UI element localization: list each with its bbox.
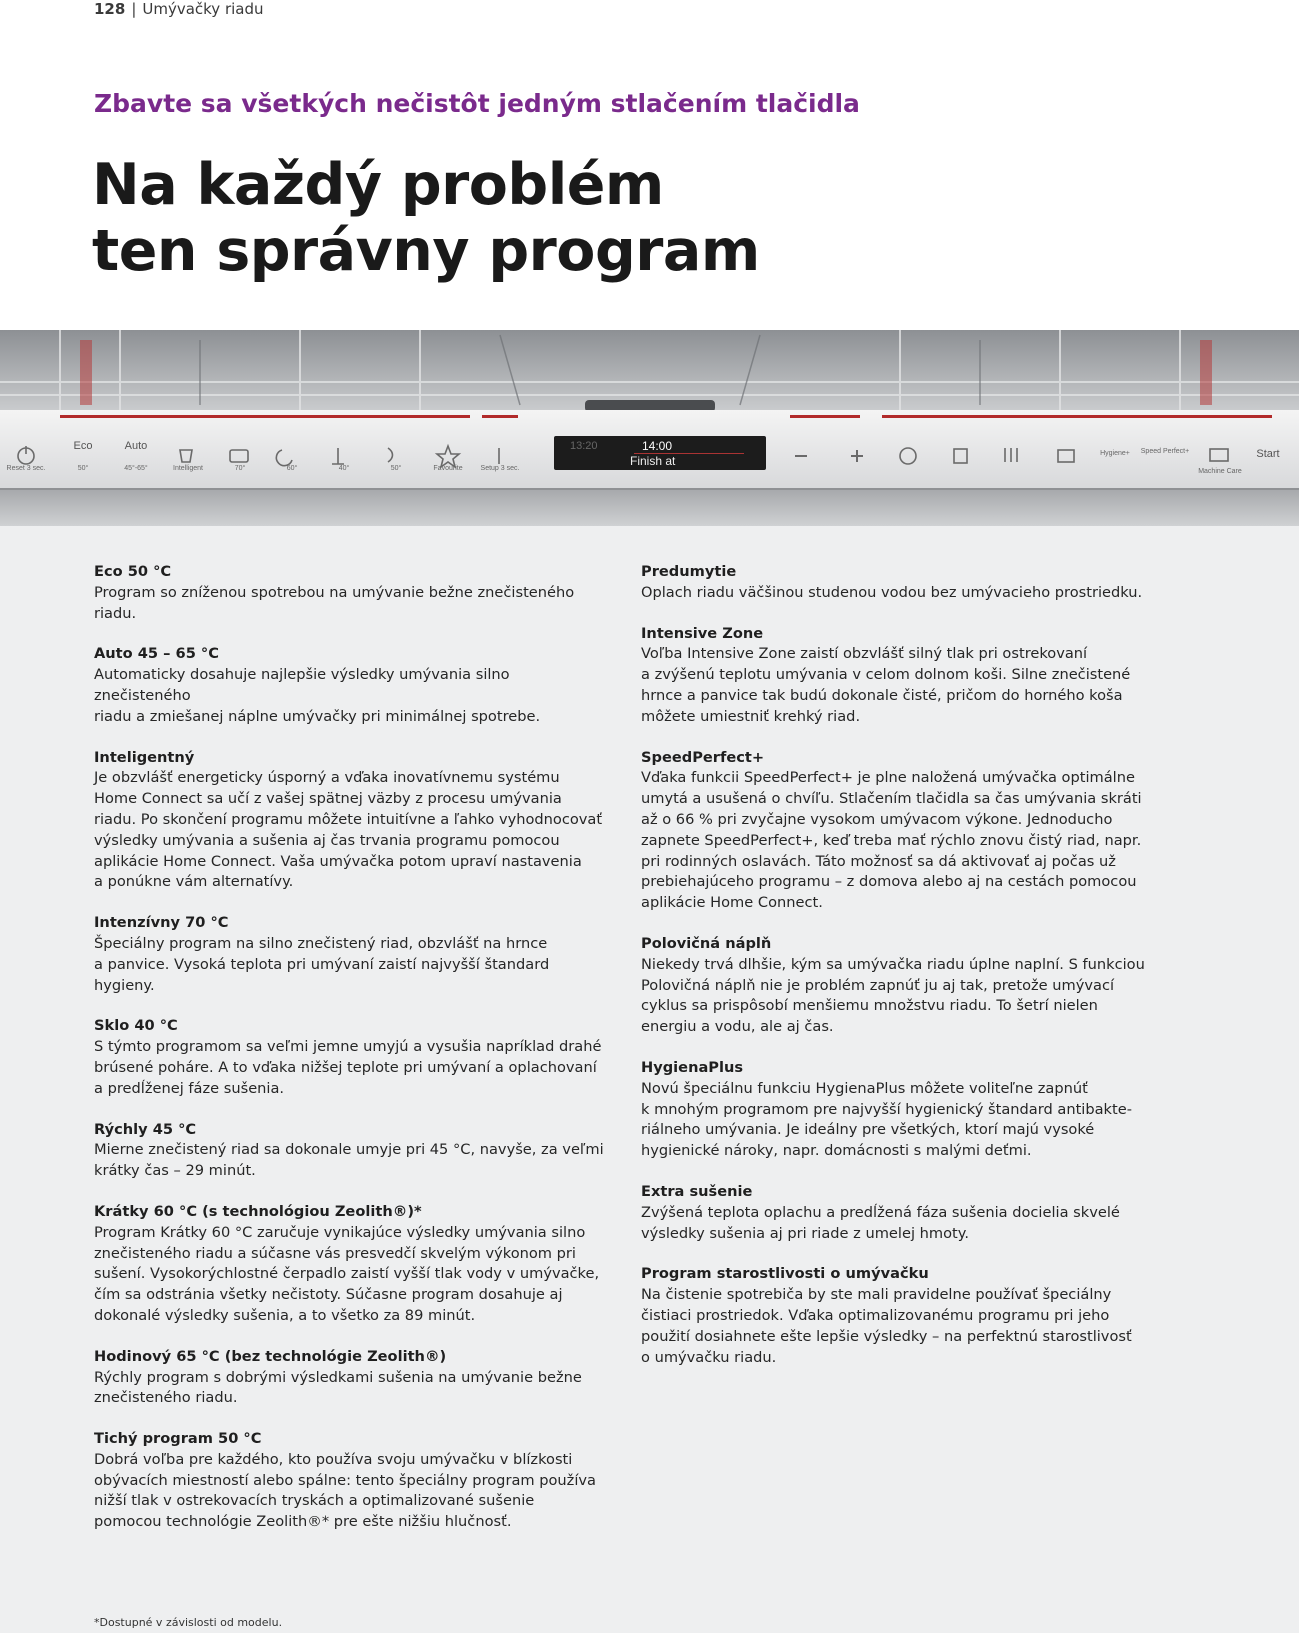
page-number: 128	[94, 0, 126, 18]
dishwasher-interior-illustration	[0, 330, 1299, 526]
option-description: Oplach riadu väčšinou studenou vodou bez umývacieho prostriedku.	[641, 583, 1143, 601]
eco-sublabel: 50°	[77, 465, 89, 472]
right-column	[641, 562, 1156, 1388]
program-item	[94, 1202, 609, 1327]
program-item	[94, 562, 609, 624]
page-title	[92, 152, 760, 284]
title-line-1: Na každý problém	[92, 152, 664, 218]
program-heading: Inteligentný	[94, 748, 195, 766]
option-item	[641, 748, 1156, 914]
option-heading: Program starostlivosti o umývačku	[641, 1265, 929, 1283]
option-heading: SpeedPerfect+	[641, 748, 765, 766]
program-heading: Sklo 40 °C	[94, 1017, 178, 1035]
footnote: *Dostupné v závislosti od modelu.	[94, 1616, 283, 1629]
setup-sublabel: Setup 3 sec.	[480, 465, 520, 472]
speed-perfect-label: Speed Perfect+	[1140, 448, 1190, 455]
program-item	[94, 748, 609, 894]
option-description: Vďaka funkcii SpeedPerfect+ je plne naložená umývačka optimálne umytá a usušená o chvíľu. Stlačením tlačidla sa čas umývania skráti až o 66 % pri zvyčajne vysokom umývacom výkone. Jednoducho zapnete SpeedPerfect+, keď treba mať rýchlo znovu čistý riad, napr. pri rodinných oslavách. Táto možnosť sa dá aktivovať aj počas už prebiehajúceho programu – z domova alebo aj na cestách pomocou aplikácie Home Connect.	[641, 769, 1142, 912]
program-description: Mierne znečistený riad sa dokonale umyje pri 45 °C, navyše, za veľmi krátky čas – 29 minút.	[94, 1141, 604, 1180]
program-heading: Auto 45 – 65 °C	[94, 645, 219, 663]
favourite-sublabel: Favourite	[433, 465, 463, 472]
option-item	[641, 934, 1156, 1038]
option-item	[641, 562, 1156, 604]
display-status: Finish at	[630, 454, 676, 468]
program-description: S týmto programom sa veľmi jemne umyjú a vysušia napríklad drahé brúsené poháre. A to vďaka nižšej teplote pri umývaní a oplachovaní a predĺženej fáze sušenia.	[94, 1038, 602, 1097]
display-time: 14:00	[642, 439, 673, 453]
intelligent-sublabel: Intelligent	[173, 465, 203, 472]
option-heading: Predumytie	[641, 563, 737, 580]
program-item	[94, 1429, 609, 1533]
program-item	[94, 1347, 609, 1409]
page-subtitle: Zbavte sa všetkých nečistôt jedným stlačením tlačidla	[94, 89, 860, 118]
panel-display	[554, 436, 766, 470]
program-heading: Rýchly 45 °C	[94, 1120, 197, 1138]
left-column	[94, 562, 609, 1553]
program-description: Dobrá voľba pre každého, kto používa svoju umývačku v blízkosti obývacích miestností alebo spálne: tento špeciálny program používa nižší tlak v ostrekovacích tryskách a optimalizované sušenie pomocou technológie Zeolith®* pre ešte nižšiu hlučnosť.	[94, 1450, 596, 1531]
option-item	[641, 1058, 1156, 1162]
option-description: Zvýšená teplota oplachu a predĺžená fáza sušenia docielia skvelé výsledky sušenia aj pri riade z umelej hmoty.	[641, 1203, 1120, 1242]
section-name: Umývačky riadu	[142, 0, 264, 18]
content-area	[0, 526, 1299, 1633]
header-separator: |	[131, 0, 137, 18]
option-description: Novú špeciálnu funkciu HygienaPlus môžete voliteľne zapnúť k mnohým programom pre najvyšší hygienický štandard antibakte- riálneho umývania. Je ideálny pre všetkých, ktorí majú vysoké hygienické nároky, napr. domácnosti s malými deťmi.	[641, 1079, 1132, 1160]
program-description: Je obzvlášť energeticky úsporný a vďaka inovatívnemu systému Home Connect sa učí z vašej spätnej väzby z procesu umývania riadu. Po skončení programu môžete intuitívne a ľahko vyhodnocovať výsledky umývania a sušenia aj čas trvania programu pomocou aplikácie Home Connect. Vaša umývačka potom upraví nastavenia a ponúkne vám alternatívy.	[94, 769, 603, 891]
program-description: Automaticky dosahuje najlepšie výsledky umývania silno znečisteného riadu a zmiešanej náplne umývačky pri minimálnej spotrebe.	[94, 666, 541, 725]
option-heading: Extra sušenie	[641, 1182, 753, 1200]
hygiene-label: Hygiene+	[1100, 450, 1130, 457]
program-heading: Hodinový 65 °C (bez technológie Zeolith®)	[94, 1347, 447, 1365]
eco-button-label: Eco	[73, 440, 93, 452]
display-time-small: 13:20	[570, 440, 598, 452]
page-header	[94, 0, 264, 18]
program-heading: Intenzívny 70 °C	[94, 914, 229, 932]
option-item	[641, 1264, 1156, 1368]
option-item	[641, 1182, 1156, 1244]
option-item	[641, 624, 1156, 728]
program-heading: Eco 50 °C	[94, 563, 172, 580]
machine-care-label: Machine Care	[1198, 468, 1242, 475]
intensive-sublabel: 70°	[234, 465, 246, 472]
option-heading: HygienaPlus	[641, 1058, 744, 1076]
program-description: Program Krátky 60 °C zaručuje vynikajúce výsledky umývania silno znečisteného riadu a súčasne vás presvedčí skvelým výkonom pri sušení. Vysokorýchlostné čerpadlo zaistí vyšší tlak vody v umývačke, čím sa odstránia všetky nečistoty. Súčasne program dosahuje aj dokonalé výsledky sušenia, a to všetko za 89 minút.	[94, 1223, 600, 1324]
title-line-2: ten správny program	[92, 218, 760, 284]
option-description: Na čistenie spotrebiča by ste mali pravidelne používať špeciálny čistiaci prostriedok. Vďaka optimalizovanému programu pri jeho použití dosiahnete ešte lepšie výsledky – na perfektnú starostlivosť o umývačku riadu.	[641, 1286, 1132, 1366]
silent-sublabel: 50°	[390, 465, 402, 472]
program-item	[94, 913, 609, 996]
option-description: Niekedy trvá dlhšie, kým sa umývačka riadu úplne naplní. S funkciou Polovičná náplň nie je problém zapnúť ju aj tak, pretože umývací cyklus sa prispôsobí menšiemu množstvu riadu. To šetrí nielen energiu a vodu, ale aj čas.	[641, 955, 1145, 1036]
reset-sublabel: Reset 3 sec.	[6, 465, 46, 472]
program-item	[94, 1016, 609, 1099]
option-description: Voľba Intensive Zone zaistí obzvlášť silný tlak pri ostrekovaní a zvýšenú teplotu umývania v celom dolnom koši. Silne znečistené hrnce a panvice tak budú dokonale čisté, pričom do horného koša môžete umiestniť krehký riad.	[641, 645, 1131, 725]
auto-sublabel: 45°-65°	[124, 465, 148, 472]
start-label: Start	[1256, 448, 1280, 460]
program-heading: Tichý program 50 °C	[94, 1430, 262, 1448]
option-heading: Intensive Zone	[641, 624, 764, 642]
program-heading: Krátky 60 °C (s technológiou Zeolith®)*	[94, 1202, 422, 1220]
option-heading: Polovičná náplň	[641, 934, 772, 952]
quick60-sublabel: 60°	[286, 465, 298, 472]
glass-sublabel: 40°	[338, 465, 350, 472]
program-description: Špeciálny program na silno znečistený riad, obzvlášť na hrnce a panvice. Vysoká teplota pri umývaní zaistí najvyšší štandard hygieny.	[94, 934, 550, 994]
dishwasher-panel-image	[0, 330, 1299, 526]
program-description: Program so zníženou spotrebou na umývanie bežne znečisteného riadu.	[94, 583, 575, 622]
program-item	[94, 1120, 609, 1182]
page-top	[0, 0, 1299, 330]
program-item	[94, 644, 609, 727]
program-description: Rýchly program s dobrými výsledkami sušenia na umývanie bežne znečisteného riadu.	[94, 1368, 582, 1407]
auto-button-label: Auto	[124, 440, 148, 452]
